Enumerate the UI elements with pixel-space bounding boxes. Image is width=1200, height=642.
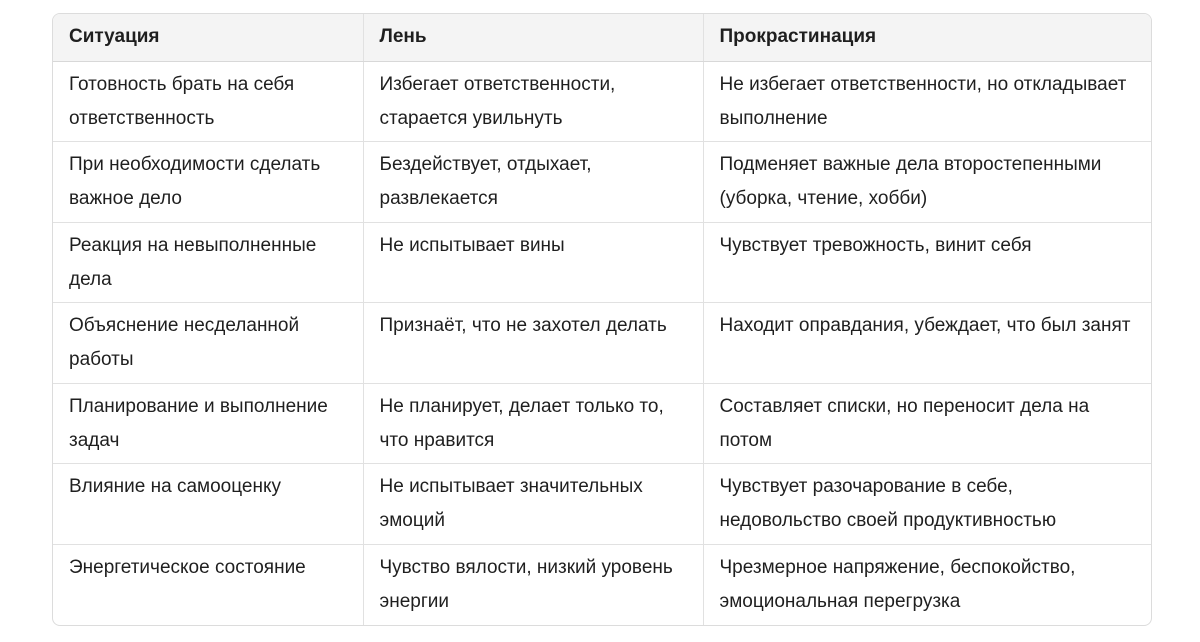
cell-laziness: Не испытывает значительных эмоций — [363, 464, 703, 545]
header-situation: Ситуация — [53, 14, 363, 61]
table-row — [53, 222, 1152, 303]
comparison-table-container — [52, 13, 1152, 626]
cell-situation: Влияние на самооценку — [53, 464, 363, 545]
cell-procrastination: Чувствует тревожность, винит себя — [703, 222, 1152, 303]
cell-procrastination: Составляет списки, но переносит дела на потом — [703, 383, 1152, 464]
comparison-table — [53, 14, 1152, 625]
table-row — [53, 383, 1152, 464]
table-row — [53, 544, 1152, 625]
table-header — [53, 14, 1152, 61]
cell-laziness: Бездействует, отдыхает, развлекается — [363, 142, 703, 223]
cell-laziness: Не испытывает вины — [363, 222, 703, 303]
cell-laziness: Избегает ответственности, старается увильнуть — [363, 61, 703, 142]
cell-situation: При необходимости сделать важное дело — [53, 142, 363, 223]
table-row — [53, 464, 1152, 545]
cell-laziness: Не планирует, делает только то, что нравится — [363, 383, 703, 464]
cell-situation: Энергетическое состояние — [53, 544, 363, 625]
cell-situation: Объяснение несделанной работы — [53, 303, 363, 384]
cell-situation: Реакция на невыполненные дела — [53, 222, 363, 303]
table-body — [53, 61, 1152, 625]
cell-procrastination: Не избегает ответственности, но откладывает выполнение — [703, 61, 1152, 142]
table-row — [53, 61, 1152, 142]
table-row — [53, 142, 1152, 223]
cell-procrastination: Чувствует разочарование в себе, недовольство своей продуктивностью — [703, 464, 1152, 545]
cell-laziness: Признаёт, что не захотел делать — [363, 303, 703, 384]
cell-laziness: Чувство вялости, низкий уровень энергии — [363, 544, 703, 625]
header-procrastination: Прокрастинация — [703, 14, 1152, 61]
cell-procrastination: Находит оправдания, убеждает, что был занят — [703, 303, 1152, 384]
cell-procrastination: Подменяет важные дела второстепенными (уборка, чтение, хобби) — [703, 142, 1152, 223]
header-laziness: Лень — [363, 14, 703, 61]
table-row — [53, 303, 1152, 384]
cell-situation: Готовность брать на себя ответственность — [53, 61, 363, 142]
header-row — [53, 14, 1152, 61]
cell-situation: Планирование и выполнение задач — [53, 383, 363, 464]
cell-procrastination: Чрезмерное напряжение, беспокойство, эмоциональная перегрузка — [719, 556, 1076, 612]
